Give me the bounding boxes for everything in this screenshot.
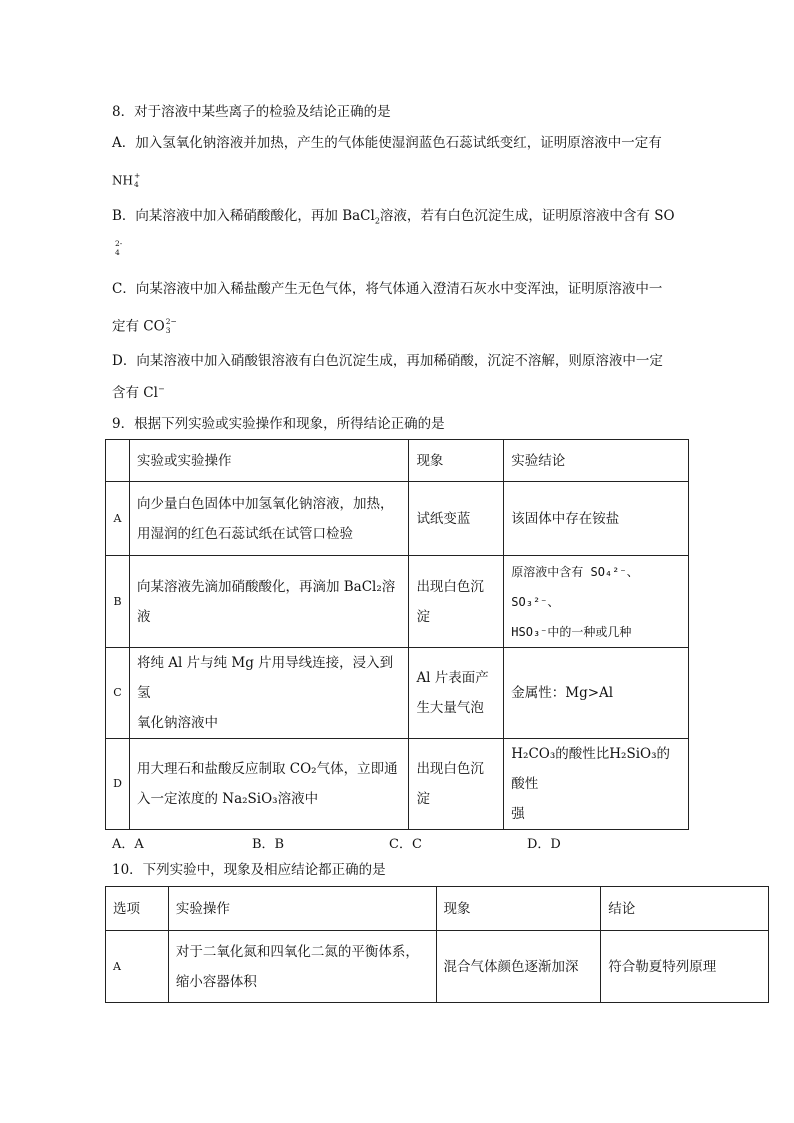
table-row xyxy=(106,931,769,1003)
table-row xyxy=(106,482,689,556)
q8-option-b: B．向某溶液中加入稀硝酸酸化，再加 BaCl$_2$溶液，若有白色沉淀生成，证明原溶液中含有 SO xyxy=(112,208,675,226)
q9-option-c: C．C xyxy=(389,837,422,852)
operation-cell: 向少量白色固体中加氢氧化钠溶液，加热， 用湿润的红色石蕊试纸在试管口检验 xyxy=(129,482,408,556)
operation-cell: 对于二氧化氮和四氧化二氮的平衡体系， 缩小容器体积 xyxy=(168,931,436,1003)
q8-stem: 8．对于溶液中某些离子的检验及结论正确的是 xyxy=(112,104,391,120)
row-label: B xyxy=(106,556,130,648)
conclusion-cell: 金属性：Mg>Al xyxy=(504,648,689,739)
table-row xyxy=(106,556,689,648)
q8-option-a: A．加入氢氧化钠溶液并加热，产生的气体能使湿润蓝色石蕊试纸变红，证明原溶液中一定有 xyxy=(112,135,662,151)
phenomenon-cell: 出现白色沉 淀 xyxy=(409,739,504,830)
phenomenon-cell: Al 片表面产 生大量气泡 xyxy=(409,648,504,739)
row-label: D xyxy=(106,739,130,830)
row-label: A xyxy=(106,931,169,1003)
q9-header-phenomenon: 现象 xyxy=(409,440,504,482)
q10-header-conclusion: 结论 xyxy=(601,887,769,931)
phenomenon-cell: 出现白色沉 淀 xyxy=(409,556,504,648)
q8-option-a-ion: NH + 4 xyxy=(112,171,141,189)
q8-option-d-line1: D．向某溶液中加入硝酸银溶液有白色沉淀生成，再加稀硝酸，沉淀不溶解，则原溶液中一定 xyxy=(112,353,663,369)
q8-option-c-line1: C．向某溶液中加入稀盐酸产生无色气体，将气体通入澄清石灰水中变浑浊，证明原溶液中一 xyxy=(112,281,663,297)
q9-stem: 9．根据下列实验或实验操作和现象，所得结论正确的是 xyxy=(112,416,445,432)
row-label: C xyxy=(106,648,130,739)
q9-header-operation: 实验或实验操作 xyxy=(129,440,408,482)
q9-header-row xyxy=(106,440,689,482)
operation-cell: 用大理石和盐酸反应制取 CO₂气体，立即通 入一定浓度的 Na₂SiO₃溶液中 xyxy=(129,739,408,830)
q8-option-d-line2: 含有 Cl− xyxy=(112,384,165,401)
q10-header-option: 选项 xyxy=(106,887,169,931)
q10-stem: 10．下列实验中，现象及相应结论都正确的是 xyxy=(112,862,386,878)
q9-option-a: A．A xyxy=(112,837,144,852)
operation-cell: 向某溶液先滴加硝酸酸化，再滴加 BaCl₂溶 液 xyxy=(129,556,408,648)
q10-header-operation: 实验操作 xyxy=(168,887,436,931)
q9-header-blank xyxy=(106,440,130,482)
q8-option-b-ion: 2- 4 xyxy=(115,239,123,257)
q10-header-row xyxy=(106,887,769,931)
operation-cell: 将纯 Al 片与纯 Mg 片用导线连接，浸入到氢 氧化钠溶液中 xyxy=(129,648,408,739)
q10-header-phenomenon: 现象 xyxy=(436,887,601,931)
q10-table xyxy=(105,886,769,1003)
q9-option-b: B．B xyxy=(252,837,285,852)
q9-header-conclusion: 实验结论 xyxy=(504,440,689,482)
table-row xyxy=(106,739,689,830)
row-label: A xyxy=(106,482,130,556)
phenomenon-cell: 试纸变蓝 xyxy=(409,482,504,556)
conclusion-cell: 原溶液中含有 SO₄²⁻、SO₃²⁻、 HSO₃⁻中的一种或几种 xyxy=(504,556,689,648)
phenomenon-cell: 混合气体颜色逐渐加深 xyxy=(436,931,601,1003)
q8-option-c-line2: 定有 CO 2− 3 xyxy=(112,317,177,335)
q9-option-d: D．D xyxy=(527,837,561,852)
q9-table xyxy=(105,439,689,830)
conclusion-cell: 符合勒夏特列原理 xyxy=(601,931,769,1003)
conclusion-cell: H₂CO₃的酸性比H₂SiO₃的酸性 强 xyxy=(504,739,689,830)
conclusion-cell: 该固体中存在铵盐 xyxy=(504,482,689,556)
table-row xyxy=(106,648,689,739)
